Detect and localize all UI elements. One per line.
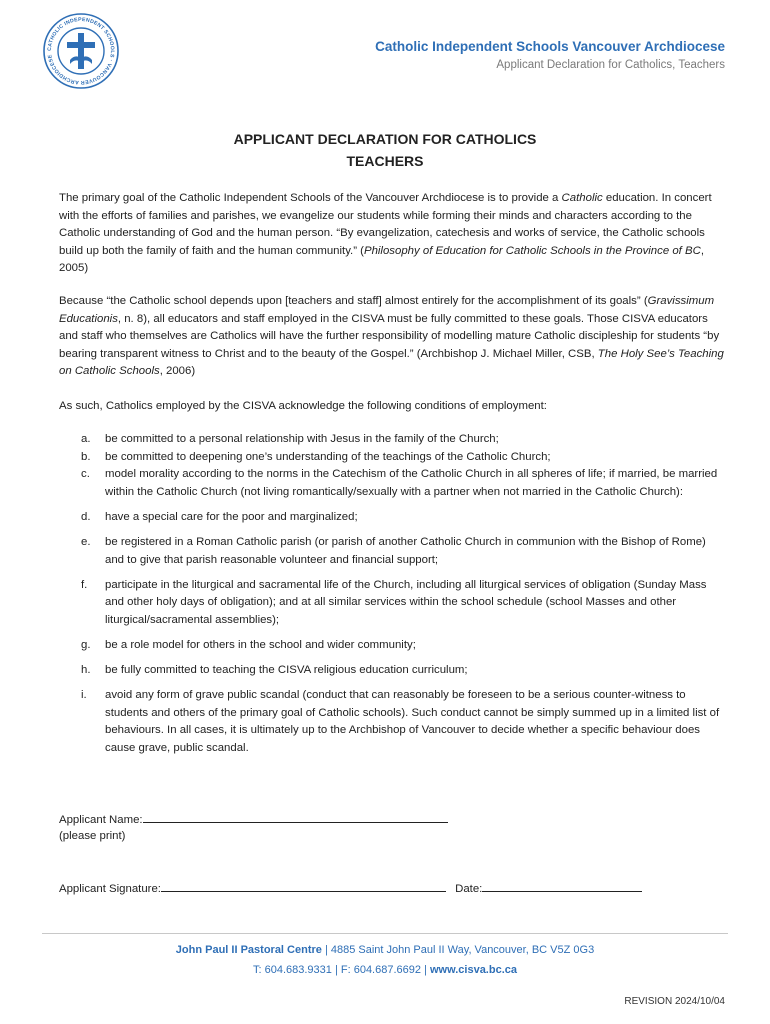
applicant-name-row <box>59 810 448 830</box>
logo-ring-text: CATHOLIC INDEPENDENT SCHOOLS · VANCOUVER ARCHDIOCESE <box>46 16 116 86</box>
please-print-hint: (please print) <box>59 830 126 842</box>
conditions-list <box>59 431 727 765</box>
list-item: h. be fully committed to teaching the CISVA religious education curriculum; <box>81 664 468 677</box>
list-item: i. avoid any form of grave public scandal (conduct that can reasonably be foreseen to be a serious counter-witness to students and others of the primary goal of Catholic schools). Such conduct cannot be simply summed up in a limited list of behaviours. In all cases, it is ultimately up to the Archbishop of Vancouver to decide whether a specific behaviour does cause grave, public scandal. <box>81 689 720 754</box>
footer-divider <box>42 933 728 934</box>
footer-contact: T: 604.683.9331 | F: 604.687.6692 | www.cisva.bc.ca <box>253 964 517 976</box>
list-item: b. be committed to deepening one’s understanding of the teachings of the Catholic Church; <box>81 450 551 463</box>
footer-address: John Paul II Pastoral Centre | 4885 Saint John Paul II Way, Vancouver, BC V5Z 0G3 <box>175 944 595 956</box>
cisva-seal-icon <box>42 12 120 90</box>
mission-paragraph: Because “the Catholic school depends upon [teachers and staff] almost entirely for the accomplishment of its goals” (Gravissimum Educationis, n. 8), all educators and staff employed in the CISVA must be fully committed to these goals. Those CISVA educators and staff who themselves are Catholics will have the further responsibility of modelling mature Catholic discipleship for students “by bearing transparent witness to Christ and to the beauty of the Gospel.” (Archbishop J. Michael Miller, CSB, The Holy See’s Teaching on Catholic Schools, 2006) <box>59 295 724 378</box>
date-field[interactable] <box>482 879 642 892</box>
pastoral-centre-name: John Paul II Pastoral Centre <box>175 944 322 956</box>
list-item: e. be registered in a Roman Catholic parish (or parish of another Catholic Church in communion with the Bishop of Rome) and to give that parish reasonable volunteer and financial support; <box>81 535 706 566</box>
applicant-name-field[interactable] <box>143 810 448 823</box>
list-item: d. have a special care for the poor and marginalized; <box>81 510 358 523</box>
organization-name: Catholic Independent Schools Vancouver Archdiocese <box>375 39 725 54</box>
website-link[interactable]: www.cisva.bc.ca <box>429 964 517 976</box>
document-title-line1: APPLICANT DECLARATION FOR CATHOLICS <box>233 131 537 147</box>
conditions-intro: As such, Catholics employed by the CISVA acknowledge the following conditions of employment: <box>59 400 547 412</box>
list-item: a. be committed to a personal relationship with Jesus in the family of the Church; <box>81 433 499 445</box>
list-item: f. participate in the liturgical and sacramental life of the Church, including all liturgical services of obligation (Sunday Mass and other holy days of obligation); and at all similar services within the school schedule (school Masses and other liturgical/sacramental assemblies); <box>81 578 707 626</box>
signature-row <box>59 879 642 899</box>
applicant-signature-field[interactable] <box>161 879 446 892</box>
date-label: Date: <box>455 883 483 895</box>
intro-paragraph: The primary goal of the Catholic Independent Schools of the Vancouver Archdiocese is to provide a Catholic education. In concert with the efforts of families and parishes, we evangelize our students while forming their minds and characters according to the Catholic understanding of God and the human person. “By evangelization, catechesis and works of service, the Catholic schools build up both the family of faith and the human community.” (Philosophy of Education for Catholic Schools in the Province of BC, 2005) <box>59 192 712 275</box>
applicant-signature-label: Applicant Signature: <box>59 883 161 895</box>
list-item: g. be a role model for others in the school and wider community; <box>81 638 416 651</box>
document-subtitle: Applicant Declaration for Catholics, Teachers <box>496 59 725 71</box>
revision-stamp: REVISION 2024/10/04 <box>624 996 725 1007</box>
document-title-line2: TEACHERS <box>346 153 424 169</box>
applicant-name-label: Applicant Name: <box>59 814 143 826</box>
list-item: c. model morality according to the norms in the Catechism of the Catholic Church in all spheres of life; if married, be married within the Catholic Church (not living romantically/sexually with a partner when not married in the Catholic Church): <box>81 468 718 498</box>
